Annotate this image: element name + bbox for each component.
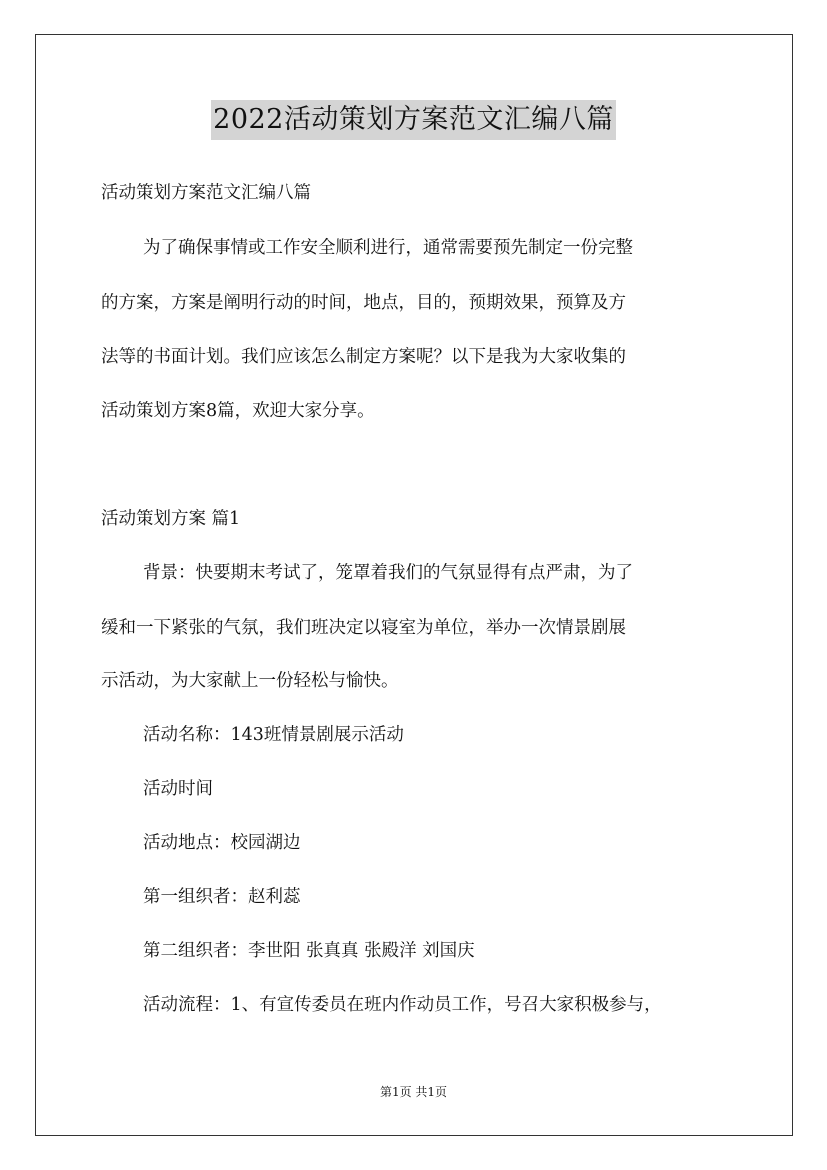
paragraph-line: 法等的书面计划。我们应该怎么制定方案呢？以下是我为大家收集的 <box>101 347 626 367</box>
title-container <box>0 100 827 140</box>
paragraph-line: 的方案，方案是阐明行动的时间，地点，目的，预期效果，预算及方 <box>101 293 626 313</box>
paragraph-line: 缓和一下紧张的气氛，我们班决定以寝室为单位，举办一次情景剧展 <box>101 618 626 638</box>
activity-process-line: 活动流程：1、有宣传委员在班内作动员工作，号召大家积极参与， <box>143 995 662 1015</box>
subtitle-line: 活动策划方案范文汇编八篇 <box>101 183 311 203</box>
paragraph-line: 示活动，为大家献上一份轻松与愉快。 <box>101 671 399 691</box>
activity-name-line: 活动名称：143班情景剧展示活动 <box>143 725 404 745</box>
activity-time-line: 活动时间 <box>143 779 213 799</box>
section-heading: 活动策划方案 篇1 <box>101 509 241 529</box>
paragraph-line: 背景：快要期末考试了，笼罩着我们的气氛显得有点严肃，为了 <box>143 563 633 583</box>
paragraph-line: 为了确保事情或工作安全顺利进行，通常需要预先制定一份完整 <box>143 238 633 258</box>
second-organizer-line: 第二组织者：李世阳 张真真 张殿洋 刘国庆 <box>143 941 475 961</box>
page-footer: 第1页 共1页 <box>379 1085 448 1099</box>
activity-location-line: 活动地点：校园湖边 <box>143 833 301 853</box>
document-title: 2022活动策划方案范文汇编八篇 <box>211 100 616 140</box>
first-organizer-line: 第一组织者：赵利蕊 <box>143 887 301 907</box>
paragraph-line: 活动策划方案8篇，欢迎大家分享。 <box>101 401 375 421</box>
